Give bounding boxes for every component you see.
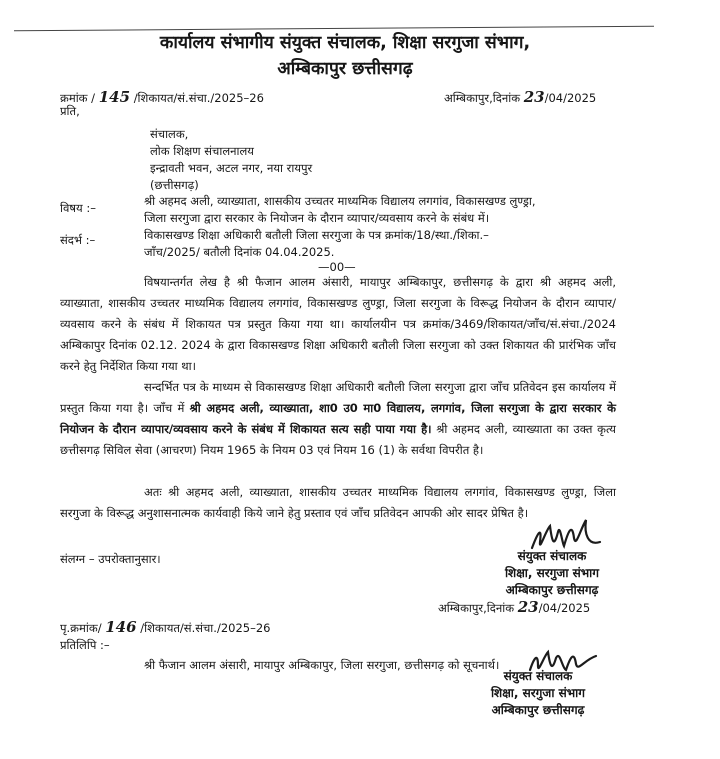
ref2-month-year: /04/2025 [538,601,591,615]
subject-line: जिला सरगुजा द्वारा सरकार के नियोजन के दौरान व्यापार/व्यवसाय करने के संबंध में। [144,211,490,225]
signature-1-block [496,548,608,599]
reference-label: संदर्भ :– [60,233,96,247]
ref2-suffix: /शिकायत/सं.संचा./2025–26 [140,621,271,635]
copy-recipient: श्री फैजान आलम अंसारी, मायापुर अम्बिकापुर, जिला सरगुजा, छत्तीसगढ़ को सूचनार्थ। [144,658,500,672]
paragraph-2-rule: श्री अहमद अली, व्याख्याता का उक्त कृत्य छत्तीसगढ़ सिविल सेवा (आचरण) नियम 1965 के नियम 03 एवं नियम 16 (1) के सर्वथा विपरीत है। [60,422,616,457]
ref-date-line [444,90,596,106]
signature-department: शिक्षा, सरगुजा संभाग [490,686,586,700]
subject-label: विषय :– [60,201,96,215]
divider-mark: —00— [318,260,356,274]
signature-2-block [482,668,594,719]
paragraph-2-finding: श्री अहमद अली, व्याख्याता, शा0 उ0 मा0 विद्यालय, लगगांव, जिला सरगुजा के द्वारा सरकार के नियोजन के दौरान व्यापार/व्यवसाय करने के संबंध में शिकायत सत्य सही पाया गया है। [60,401,616,436]
addressee-line: (छत्तीसगढ़) [150,178,199,192]
signature-title: संयुक्त संचालक [517,549,587,563]
ref2-prefix: पृ.क्रमांक/ [60,621,102,635]
copy-label: प्रतिलिपि :– [60,638,110,652]
subject-block [144,193,536,227]
ref-date-label: अम्बिकापुर,दिनांक [444,91,521,105]
addressee-line: संचालक, [150,127,189,141]
signature-department: शिक्षा, सरगुजा संभाग [504,566,600,580]
ref2-handwritten-number: 146 [105,618,137,636]
ref2-date-line [438,600,590,616]
body-paragraph-1: विषयान्तर्गत लेख है श्री फैजान आलम अंसारी, मायापुर अम्बिकापुर, छत्तीसगढ़ के द्वारा श्री अहमद अली, व्याख्याता, शासकीय उच्चतर माध्यमिक विद्यालय लगगांव, विकासखण्ड लुण्ड्रा, जिला सरगुजा के विरूद्ध नियोजन के दौरान व्यापार/व्यवसाय करने के संबंध में शिकायत पत्र प्रस्तुत किया गया था। कार्यालयीन पत्र क्रमांक/3469/शिकायत/जाँच/सं.संचा./2024 अम्बिकापुर दिनांक 02.12. 2024 के द्वारा विकासखण्ड शिक्षा अधिकारी बतौली जिला सरगुजा को उक्त शिकायत की प्रारंभिक जाँच करने हेतु निर्देशित किया गया था। [60,275,616,373]
ref-handwritten-day: 23 [523,88,545,106]
reference-block [144,227,489,261]
paragraph-2-intro: सन्दर्भित पत्र के माध्यम से विकासखण्ड शिक्षा अधिकारी बतौली जिला सरगुजा द्वारा जाँच प्रतिवेदन इस कार्यालय में प्रस्तुत किया गया है। जाँच में [60,380,616,415]
addressee-block [150,126,312,194]
ref-suffix: /शिकायत/सं.संचा./2025–26 [133,91,264,105]
signature-title: संयुक्त संचालक [503,669,573,683]
to-label: प्रति, [60,104,80,118]
addressee-line: इन्द्रावती भवन, अटल नगर, नया रायपुर [150,161,313,175]
ref-number-line [60,90,264,106]
ref-handwritten-number: 145 [98,88,131,106]
reference-line: विकासखण्ड शिक्षा अधिकारी बतौली जिला सरगुजा के पत्र क्रमांक/18/स्था./शिका.– [144,228,489,242]
ref2-handwritten-day: 23 [517,598,539,616]
signature-place: अम्बिकापुर छत्तीसगढ़ [505,583,599,597]
ref-prefix: क्रमांक / [60,91,96,105]
ref2-number-line [60,620,270,636]
ref2-date-label: अम्बिकापुर,दिनांक [438,601,515,615]
signature-place: अम्बिकापुर छत्तीसगढ़ [491,703,585,717]
enclosure-note: संलग्न – उपरोक्तानुसार। [60,552,161,566]
addressee-line: लोक शिक्षण संचालनालय [150,144,254,158]
subject-line: श्री अहमद अली, व्याख्याता, शासकीय उच्चतर माध्यमिक विद्यालय लगगांव, विकासखण्ड लुण्ड्रा, [144,194,536,208]
ref-month-year: /04/2025 [544,91,597,105]
body-paragraph-2 [60,377,616,461]
office-heading: कार्यालय संभागीय संयुक्त संचालक, शिक्षा सरगुजा संभाग, [159,33,531,53]
body-paragraph-3: अतः श्री अहमद अली, व्याख्याता, शासकीय उच्चतर माध्यमिक विद्यालय लगगांव, विकासखण्ड लुण्ड्रा, जिला सरगुजा के विरूद्ध अनुशासनात्मक कार्यवाही किये जाने हेतु प्रस्ताव एवं जाँच प्रतिवेदन आपकी ओर सादर प्रेषित है। [60,485,616,520]
reference-line: जाँच/2025/ बतौली दिनांक 04.04.2025. [144,245,335,259]
office-location-heading: अम्बिकापुर छत्तीसगढ़ [277,59,413,79]
